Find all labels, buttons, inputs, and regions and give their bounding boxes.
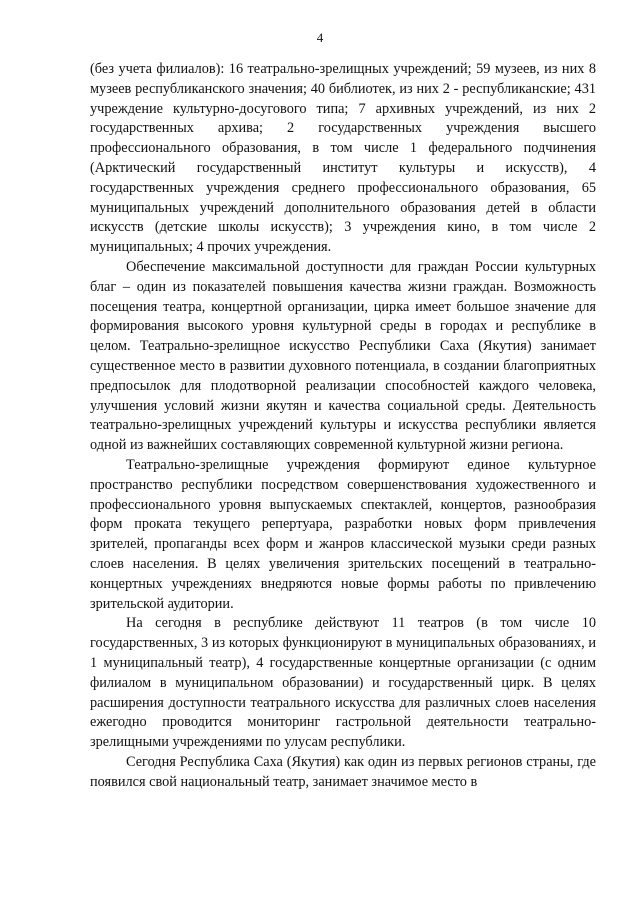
page-number: 4 [316, 30, 324, 45]
paragraph-continuation: (без учета филиалов): 16 театрально-зрелищных учреждений; 59 музеев, из них 8 музеев республиканского значения; 40 библиотек, из них 2 - республиканские; 431 учреждение культурно-досугового типа; 7 архивных учреждений, из них 2 государственных архива; 2 государственных учреждения высшего профессионального образования, в том числе 1 федерального подчинения (Арктический государственный институт культуры и искусств), 4 государственных учреждения среднего профессионального образования, 65 муниципальных учреждений дополнительного образования детей в области искусств (детские школы искусств); 3 учреждения кино, в том числе 2 муниципальных; 4 прочих учреждения. [90, 61, 596, 256]
paragraph-accessibility: Обеспечение максимальной доступности для граждан России культурных благ – один из показателей повышения качества жизни граждан. Возможность посещения театра, концертной организации, цирка имеет большое значение для формирования высокого уровня культурной среды в городах и республике в целом. Театрально-зрелищное искусство Республики Саха (Якутия) занимает существенное место в развитии духовного потенциала, в создании благоприятных предпосылок для плодотворной реализации способностей каждого человека, улучшения условий жизни якутян и качества социальной среды. Деятельность театрально-зрелищных учреждений культуры и искусства республики является одной из важнейших составляющих современной культурной жизни региона. [90, 258, 596, 454]
paragraph-theatre-count: На сегодня в республике действуют 11 театров (в том числе 10 государственных, 3 из которых функционируют в муниципальных образованиях, и 1 муниципальный театр), 4 государственные концертные организации (с одним филиалом в муниципальном образовании) и государственный цирк. В целях расширения доступности театрального искусства для различных слоев населения ежегодно проводится мониторинг гастрольной деятельности театрально-зрелищными учреждениями по улусам республики. [90, 615, 596, 751]
paragraph-theatre-institutions: Театрально-зрелищные учреждения формируют единое культурное пространство республики посредством совершенствования художественного и профессионального уровня выпускаемых спектаклей, концертов, разнообразия форм проката текущего репертуара, разработки новых форм привлечения зрителей, пропаганды всех форм и жанров классической музыки среди разных слоев населения. В целях увеличения зрительских посещений в театрально-концертных учреждениях внедряются новые формы работы по привлечению зрительской аудитории. [90, 456, 596, 612]
paragraph-national-theatre: Сегодня Республика Саха (Якутия) как один из первых регионов страны, где появился свой национальный театр, занимает значимое место в [90, 753, 596, 790]
document-body [90, 60, 596, 792]
